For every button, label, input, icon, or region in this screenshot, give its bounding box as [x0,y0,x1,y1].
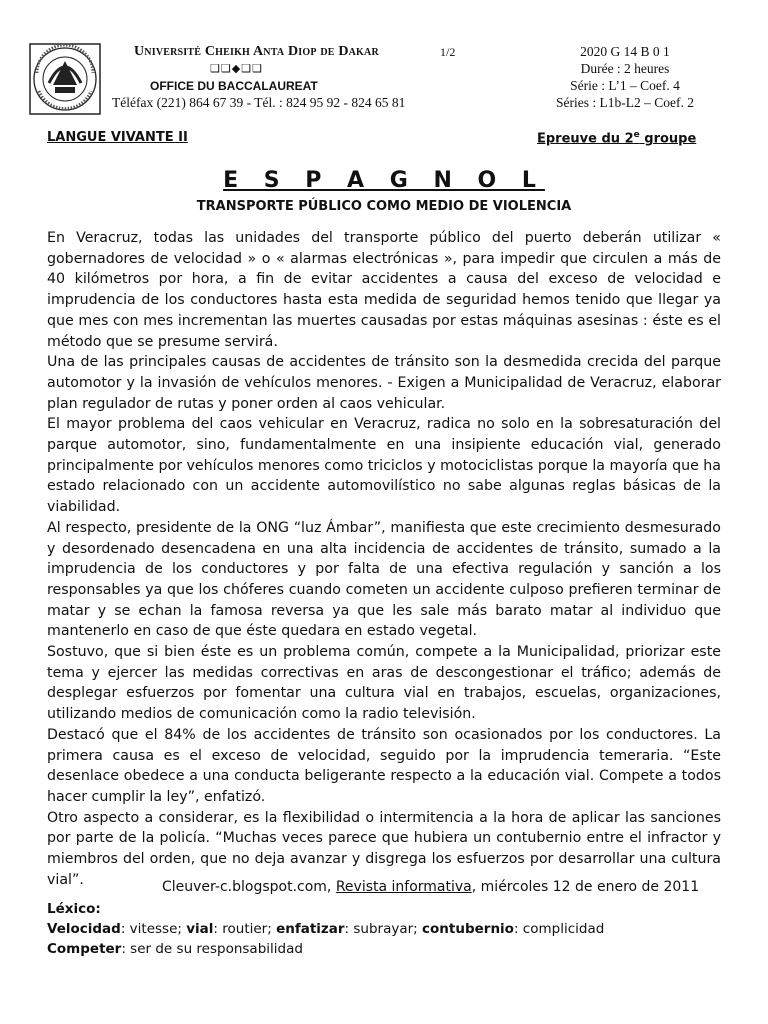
lexicon-line [47,941,303,957]
exam-code: 2020 G 14 B 0 1 [580,44,670,59]
source-date: , miércoles 12 de enero de 2011 [471,879,700,895]
paragraph: Otro aspecto a considerar, es la flexibilidad o intermitencia a la hora de aplicar las sanciones por parte de la policía. “Muchas veces parece que hubiera un contubernio entre el infractor y miembros del orden, que no deja avanzar y disgrega los esfuerzos por desarrollar una cultura vial”. [47,809,721,888]
subject-label: LANGUE VIVANTE II [47,130,188,145]
exam-group-label [537,130,696,146]
page-number: 1/2 [440,45,456,59]
text-title: TRANSPORTE PÚBLICO COMO MEDIO DE VIOLENCIA [196,199,572,214]
paragraph: Sostuvo, que si bien éste es un problema común, compete a la Municipalidad, priorizar este tema y ejercer las medidas correctivas en aras de descongestionar el tráfico; además de desplegar esfuerzos por fomentar una cultura vial en trabajos, escuelas, organizaciones, utilizando medios de comunicación como la radio televisión. [47,644,721,723]
source-site: Cleuver-c.blogspot.com, [162,879,336,895]
lexicon-definition: : vitesse; [120,921,187,937]
exam-group-superscript: e [633,130,640,140]
header-ornament: ❑❑◆❑❑ [210,63,263,75]
lexicon-definition: : subrayar; [344,921,423,937]
exam-group-suffix: groupe [639,131,697,147]
source-publication: Revista informativa [335,879,472,895]
lexicon-term: vial [186,921,214,937]
paragraph: Al respecto, presidente de la ONG “luz Ámbar”, manifiesta que este crecimiento desmesurado y desordenado desencadena en una alta incidencia de accidentes de tránsito, sumado a la imprudencia de los conductores y por falta de una efectiva regulación y sanción a los responsables ya que los chóferes cuando cometen un accidente culposo prefieren terminar de matar y se echan la famosa reversa ya que les sale más barato matar al individuo que mantenerlo en caso de que éste quedara en estado vegetal. [47,519,721,640]
exam-serie: Série : L’1 – Coef. 4 [570,78,680,93]
university-seal-logo [29,43,101,115]
paragraph: El mayor problema del caos vehicular en Veracruz, radica no solo en la sobresaturación del parque automotor, sino, fundamentalmente en una insipiente educación vial, generado principalmente por vehículos menores como triciclos y motociclistas porque la mayoría que ha estado relacionado con un accidente automovilístico no sabe algunas reglas básicas de la viabilidad. [47,416,721,516]
lexicon-term: Competer [47,941,122,957]
exam-group-prefix: Epreuve du 2 [537,131,634,147]
exam-duration: Durée : 2 heures [580,61,670,76]
university-name: Université Cheikh Anta Diop de Dakar [134,44,379,59]
lexicon-definition: : complicidad [513,921,605,937]
paragraph: Destacó que el 84% de los accidentes de tránsito son ocasionados por los conductores. La primera causa es el exceso de velocidad, seguido por la imprudencia temeraria. “Este desenlace obedece a una conducta beligerante respecto a la educación vial. Compete a todos hacer cumplir la ley”, enfatizó. [47,726,721,805]
contact-line: Téléfax (221) 864 67 39 - Tél. : 824 95 92 - 824 65 81 [112,95,406,110]
lexicon-line [47,921,604,937]
paragraph: Una de las principales causas de accidentes de tránsito son la desmedida crecida del parque automotor y la invasión de vehículos menores. - Exigen a Municipalidad de Veracruz, elaborar plan regulador de rutas y poner orden al caos vehicular. [47,354,721,412]
office-name: OFFICE DU BACCALAUREAT [150,79,318,93]
lexicon-term: Velocidad [47,921,121,937]
exam-series: Séries : L1b-L2 – Coef. 2 [556,95,694,110]
lexicon-definition: : routier; [213,921,277,937]
article-body [47,228,721,891]
lexicon-definition: : ser de su responsabilidad [121,941,303,957]
paragraph: En Veracruz, todas las unidades del transporte público del puerto deberán utilizar « gobernadores de velocidad » o « alarmas electrónicas », para impedir que circulen a más de 40 kilómetros por hora, a fin de evitar accidentes a causa del exceso de velocidad e imprudencia de los conductores hasta esta medida de seguridad hemos tenido que llegar ya que mes con mes incrementan las muertes causadas por estas máquinas asesinas : éste es el método que se presume servirá. [47,230,721,350]
article-source [162,879,699,895]
lexicon-term: contubernio [422,921,514,937]
lexicon-term: enfatizar [276,921,345,937]
page-title: E S P A G N O L [223,168,545,193]
lexicon-heading: Léxico: [47,901,101,917]
